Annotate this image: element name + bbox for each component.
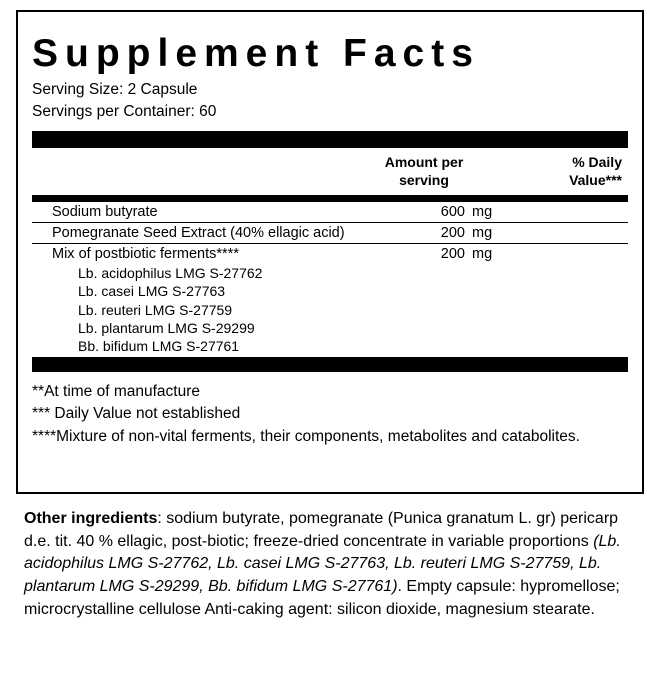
other-ingredients-text-2: . Empty capsule: hypromellose; microcrystalline cellulose Anti-caking agent: silicon dioxide, magnesium stearate. bbox=[24, 578, 620, 618]
column-headers bbox=[32, 148, 628, 193]
amount-per-serving-header bbox=[348, 154, 500, 189]
nutrient-amount: 200 bbox=[379, 223, 465, 244]
list-item: Lb. casei LMG S-27763 bbox=[78, 283, 226, 300]
nutrient-unit: mg bbox=[465, 223, 532, 244]
list-item: Lb. acidophilus LMG S-27762 bbox=[78, 265, 263, 281]
daily-value-header bbox=[500, 154, 628, 189]
page-title: Supplement Facts bbox=[32, 32, 480, 75]
divider-medium bbox=[32, 195, 628, 202]
nutrient-amount: 200 bbox=[440, 246, 465, 262]
nutrient-name: Sodium butyrate bbox=[32, 202, 379, 223]
nutrient-daily-value bbox=[532, 244, 628, 265]
list-item: Lb. reuteri LMG S-27759 bbox=[78, 301, 233, 318]
facts-panel bbox=[16, 10, 644, 494]
dv-header-line1: % Daily bbox=[572, 154, 622, 170]
list-item: Bb. bifidum LMG S-27761 bbox=[78, 338, 240, 355]
other-ingredients bbox=[24, 508, 640, 622]
nutrient-daily-value bbox=[532, 202, 628, 223]
amount-header-line1: Amount per bbox=[384, 154, 464, 170]
list-item: Lb. plantarum LMG S-29299 bbox=[78, 319, 255, 336]
footnote-mixture: ****Mixture of non-vital ferments, their components, metabolites and catabolites. bbox=[32, 428, 580, 446]
divider-thick-top bbox=[32, 131, 628, 148]
nutrient-amount: 600 bbox=[379, 202, 465, 223]
nutrient-unit: mg bbox=[465, 202, 532, 223]
nutrient-name: Mix of postbiotic ferments**** bbox=[52, 246, 239, 262]
amount-header-line2: serving bbox=[399, 171, 449, 188]
nutrient-unit: mg bbox=[472, 246, 493, 262]
nutrient-name: Pomegranate Seed Extract (40% ellagic acid) bbox=[32, 223, 379, 244]
dv-header-line2: Value*** bbox=[569, 171, 622, 188]
footnotes bbox=[32, 372, 628, 449]
table-row bbox=[32, 244, 628, 265]
other-ingredients-text-1: : sodium butyrate, pomegranate (Punica granatum L. gr) pericarp d.e. tit. 40 % ellagic, post-biotic; freeze-dried concentrate in variable proportions bbox=[24, 510, 619, 550]
table-row bbox=[32, 202, 628, 223]
footnote-daily-value: *** Daily Value not established bbox=[32, 405, 241, 423]
other-ingredients-heading: Other ingredients bbox=[24, 510, 158, 527]
footnote-manufacture: **At time of manufacture bbox=[32, 382, 200, 400]
other-ingredients-strains: (Lb. acidophilus LMG S-27762, Lb. casei LMG S-27763, Lb. reuteri LMG S-27759, Lb. plantarum LMG S-29299, Bb. bifidum LMG S-27761) bbox=[24, 532, 621, 596]
serving-size: Serving Size: 2 Capsule bbox=[32, 81, 198, 98]
nutrient-table bbox=[32, 202, 628, 264]
servings-per-container: Servings per Container: 60 bbox=[32, 103, 217, 120]
table-row bbox=[32, 223, 628, 244]
nutrient-daily-value bbox=[532, 223, 628, 244]
divider-thick-bottom bbox=[32, 357, 628, 372]
strain-list bbox=[32, 264, 628, 356]
